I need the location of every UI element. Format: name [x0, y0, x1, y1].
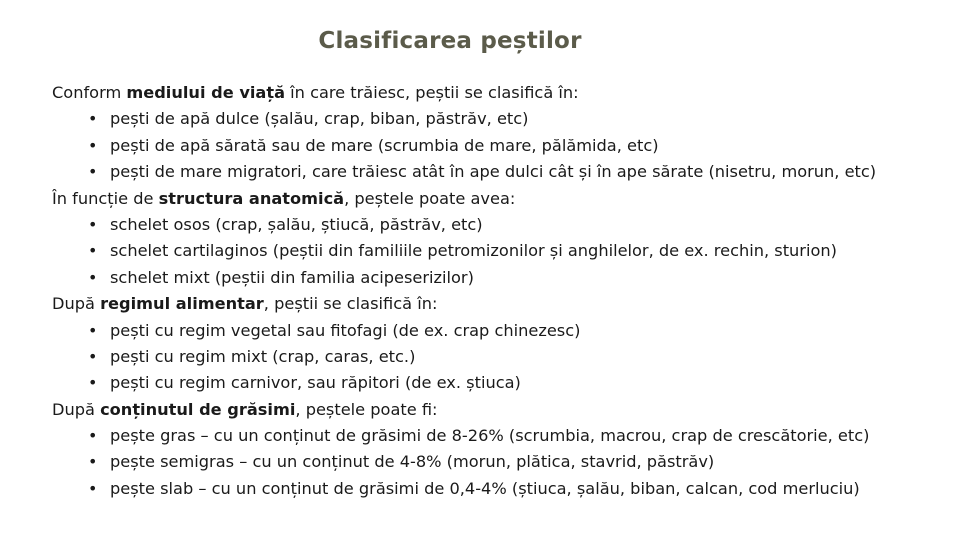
list-item: [52, 106, 952, 132]
list-item: [52, 265, 952, 291]
bullet-icon: •: [88, 452, 98, 472]
list-item-text: pești cu regim mixt (crap, caras, etc.): [110, 346, 416, 366]
bullet-icon: •: [88, 241, 98, 261]
bullet-icon: •: [88, 109, 98, 129]
list-item-text: schelet osos (crap, șalău, știucă, păstrăv, etc): [110, 214, 483, 234]
intro-text: , peștele poate avea:: [344, 188, 516, 208]
intro-text: În funcție de: [52, 188, 159, 208]
list-item-text: pește semigras – cu un conținut de 4-8% (morun, plătica, stavrid, păstrăv): [110, 452, 715, 472]
list-item: [52, 370, 952, 396]
list-item: [52, 159, 952, 185]
bullet-icon: •: [88, 426, 98, 446]
list-item: [52, 238, 952, 264]
bullet-icon: •: [88, 214, 98, 234]
bullet-icon: •: [88, 373, 98, 393]
bullet-icon: •: [88, 135, 98, 155]
section-intro: [52, 291, 952, 317]
list-item: [52, 212, 952, 238]
list-item-text: pește gras – cu un conținut de grăsimi de 8-26% (scrumbia, macrou, crap de crescătorie, etc): [110, 426, 870, 446]
intro-bold-text: mediului de viață: [126, 83, 286, 102]
bullet-icon: •: [88, 346, 98, 366]
list-item: [52, 476, 952, 502]
intro-bold-text: regimul alimentar: [100, 294, 264, 314]
bullet-icon: •: [88, 320, 98, 340]
bullet-icon: •: [88, 267, 98, 287]
list-item-text: pești cu regim carnivor, sau răpitori (de ex. știuca): [110, 373, 521, 393]
list-item-text: pești cu regim vegetal sau fitofagi (de ex. crap chinezesc): [110, 320, 581, 340]
intro-text: , peștii se clasifică în:: [263, 294, 438, 314]
list-item-text: schelet mixt (peștii din familia acipeserizilor): [110, 267, 474, 287]
section-intro: [52, 186, 952, 212]
list-item-text: pești de apă sărată sau de mare (scrumbia de mare, pălămida, etc): [110, 135, 659, 155]
intro-text: în care trăiesc, peștii se clasifică în:: [285, 83, 579, 102]
bullet-icon: •: [88, 162, 98, 182]
intro-text: , peștele poate fi:: [295, 399, 438, 419]
slide-title: Clasificarea peștilor: [318, 28, 582, 54]
list-item: [52, 423, 952, 449]
intro-text: După: [52, 399, 101, 419]
list-item-text: pește slab – cu un conținut de grăsimi de 0,4-4% (știuca, șalău, biban, calcan, cod merluciu): [110, 478, 860, 498]
list-item: [52, 133, 952, 159]
intro-text: După: [52, 294, 101, 314]
list-item: [52, 449, 952, 475]
intro-bold-text: structura anatomică: [158, 188, 345, 208]
intro-text: Conform: [52, 83, 127, 102]
list-item: [52, 318, 952, 344]
list-item-text: schelet cartilaginos (peștii din familiile petromizonilor și anghilelor, de ex. rechin, sturion): [110, 241, 837, 261]
list-item-text: pești de apă dulce (șalău, crap, biban, păstrăv, etc): [110, 109, 529, 129]
list-item: [52, 344, 952, 370]
section-intro: [52, 397, 952, 423]
section-intro: [52, 80, 952, 106]
bullet-icon: •: [88, 478, 98, 498]
content-body: [52, 80, 952, 502]
intro-bold-text: conținutul de grăsimi: [100, 399, 296, 419]
list-item-text: pești de mare migratori, care trăiesc atât în ape dulci cât și în ape sărate (nisetru, morun, etc): [110, 162, 877, 182]
